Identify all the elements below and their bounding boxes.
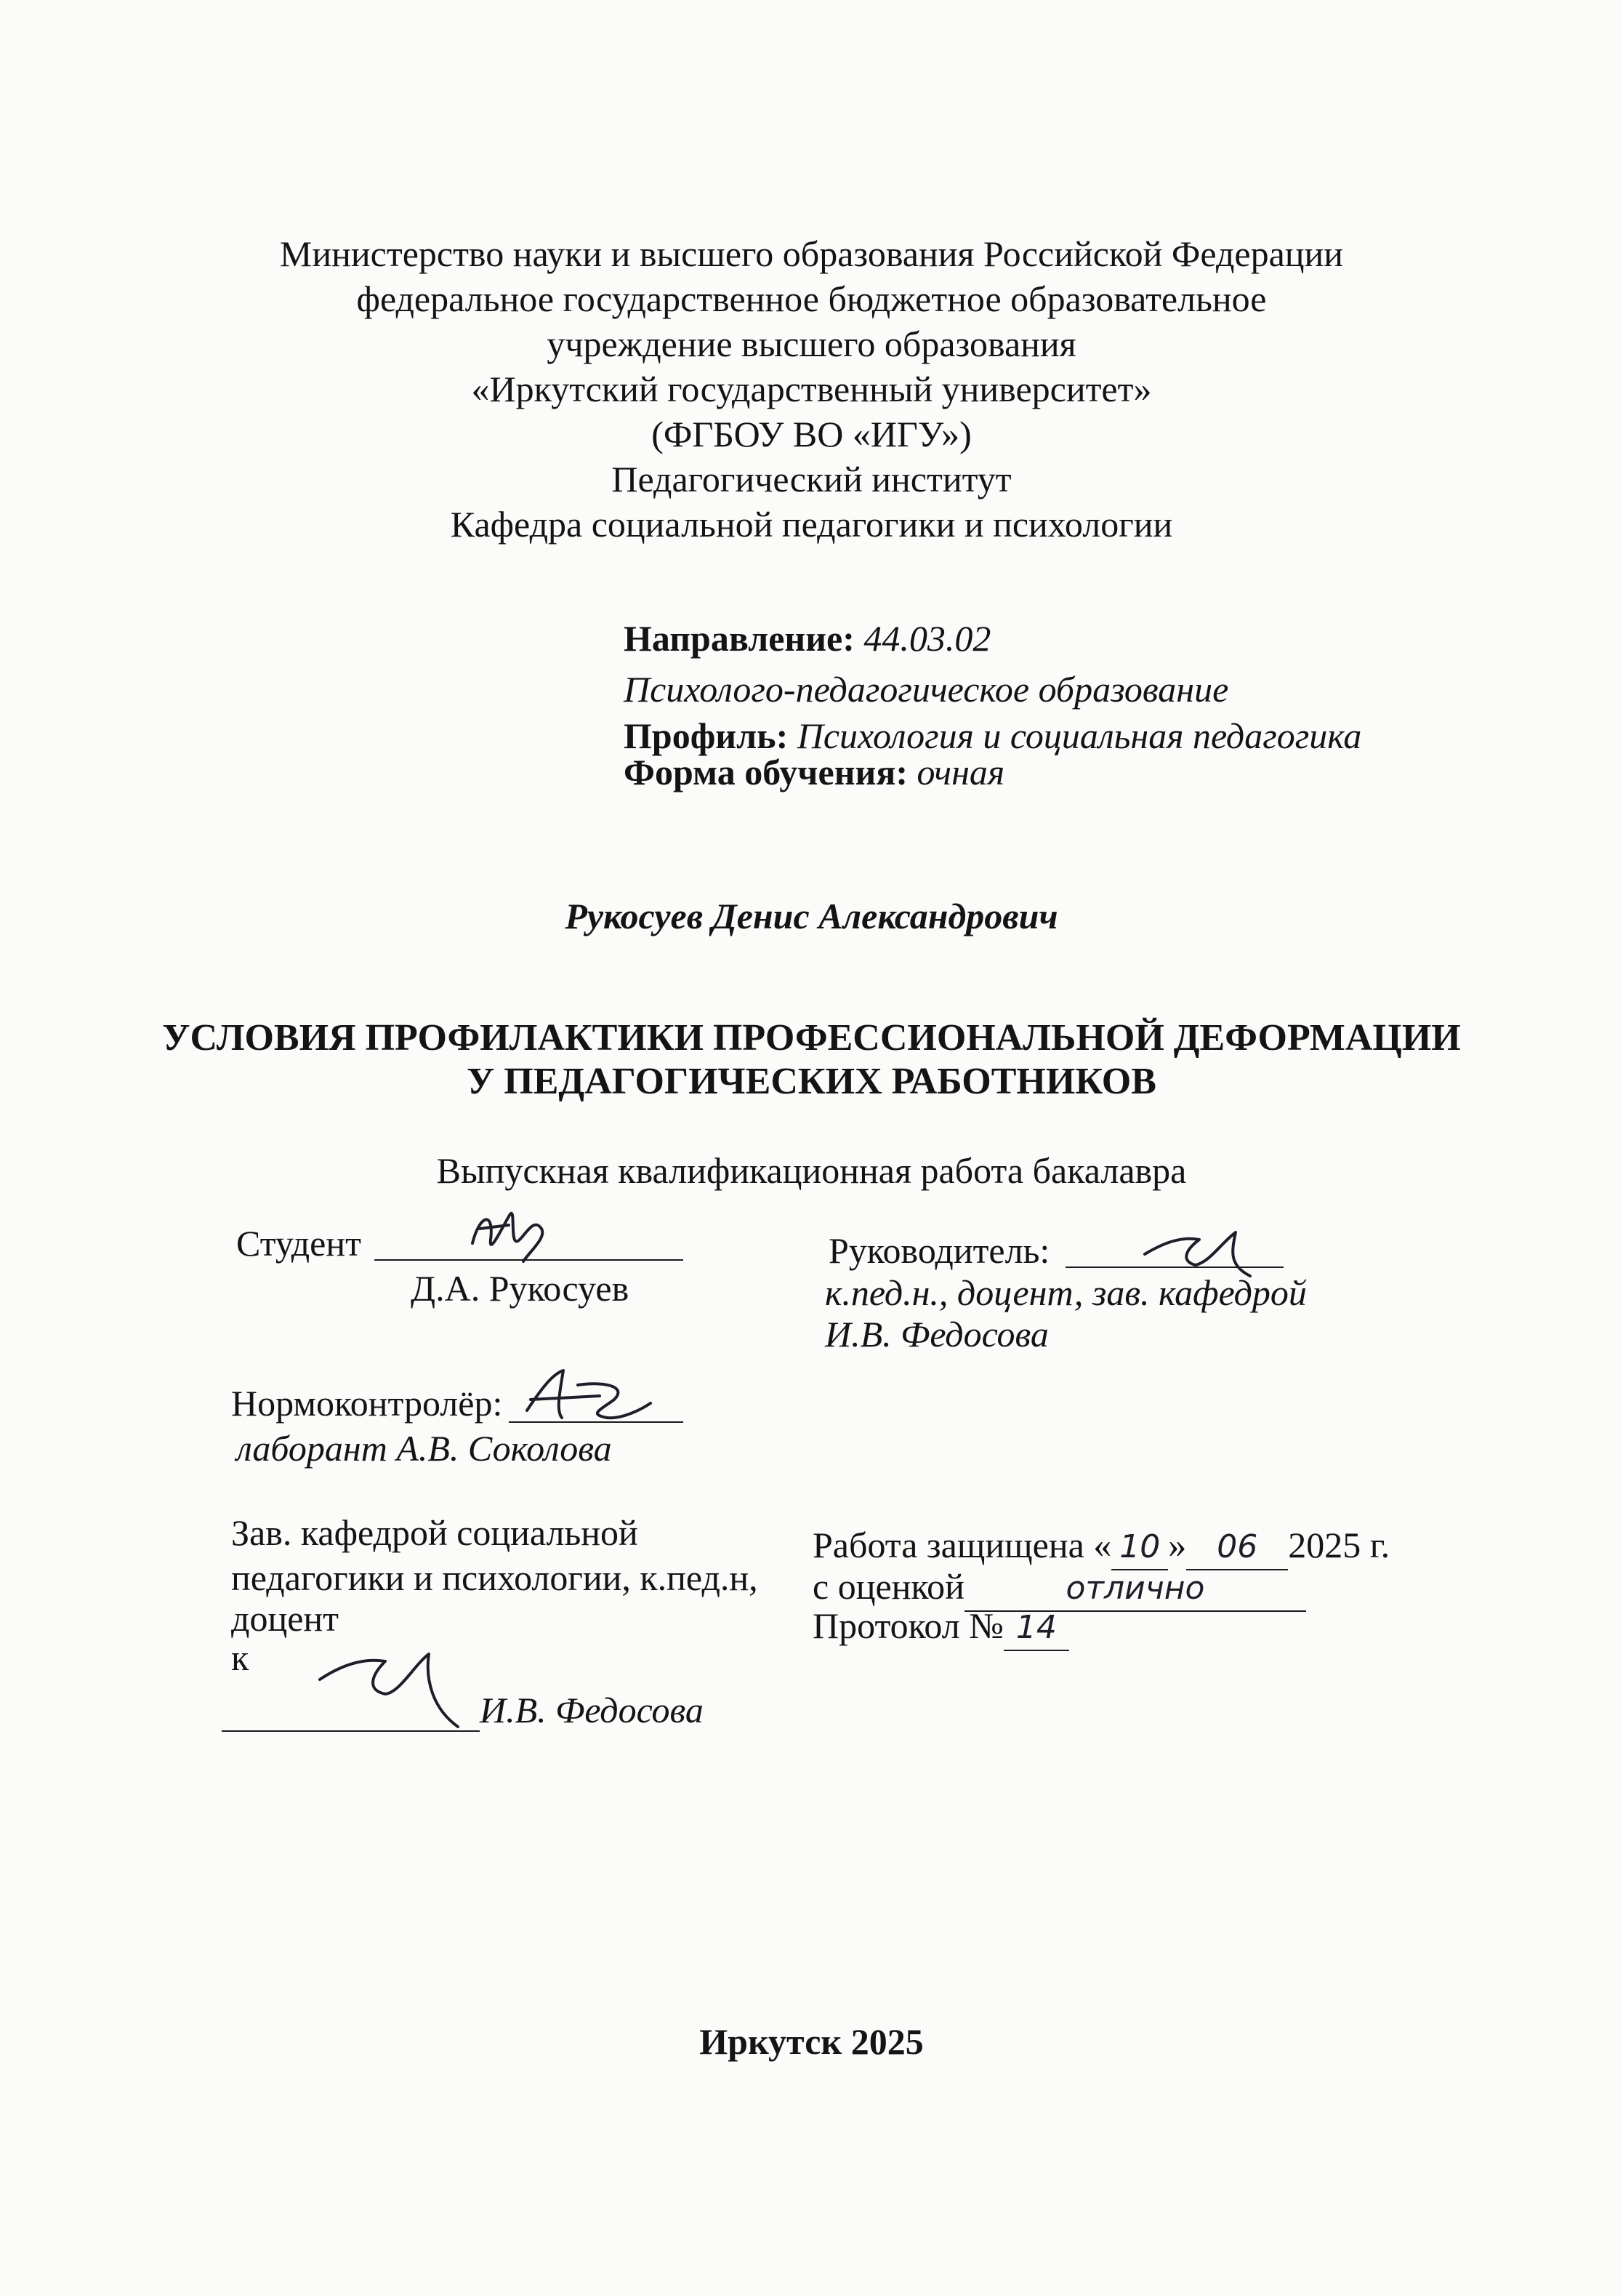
head-line-3: доцент [231, 1598, 339, 1639]
head-name: И.В. Федосова [480, 1690, 704, 1730]
norm-controller-signature [520, 1360, 665, 1432]
study-form-value: очная [917, 752, 1005, 792]
defense-day: 10 [1119, 1528, 1161, 1565]
profile-label: Профиль: [624, 715, 789, 756]
university-abbr: (ФГБОУ ВО «ИГУ») [651, 414, 972, 454]
defense-year: 2025 г. [1288, 1525, 1390, 1565]
direction-label: Направление: [624, 618, 855, 659]
defense-separator: » [1168, 1525, 1187, 1565]
work-type: Выпускная квалификационная работа бакалавра [436, 1150, 1187, 1191]
student-name: Д.А. Рукосуев [411, 1268, 629, 1309]
direction-code: 44.03.02 [863, 618, 991, 659]
head-line-1: Зав. кафедрой социальной [231, 1512, 638, 1553]
protocol-label: Протокол № [813, 1605, 1004, 1646]
direction-name: Психолого-педагогическое образование [624, 669, 1229, 710]
student-label: Студент [236, 1223, 361, 1264]
university-type-line-2: учреждение высшего образования [547, 324, 1076, 364]
supervisor-name: И.В. Федосова [825, 1314, 1049, 1354]
defense-row [813, 1523, 1390, 1570]
supervisor-label: Руководитель: [829, 1230, 1050, 1271]
thesis-title-line-1: УСЛОВИЯ ПРОФИЛАКТИКИ ПРОФЕССИОНАЛЬНОЙ ДЕФОРМАЦИИ [162, 1017, 1461, 1059]
direction-row [624, 617, 991, 660]
institute-name: Педагогический институт [611, 459, 1012, 499]
thesis-title-line-2: У ПЕДАГОГИЧЕСКИХ РАБОТНИКОВ [467, 1061, 1156, 1102]
author-name: Рукосуев Денис Александрович [565, 896, 1058, 936]
grade-value: отлично [1066, 1570, 1205, 1607]
head-line-2: педагогики и психологии, к.пед.н, [231, 1557, 758, 1598]
student-signature [465, 1200, 552, 1272]
protocol-row [813, 1604, 1069, 1651]
norm-controller-name: лаборант А.В. Соколова [236, 1428, 612, 1469]
protocol-field [1004, 1604, 1069, 1651]
ministry-line: Министерство науки и высшего образования Российской Федерации [279, 233, 1344, 274]
institution-header [0, 231, 1623, 547]
study-form-label: Форма обучения: [624, 752, 909, 792]
study-form-row [624, 750, 1004, 794]
university-type-line: федеральное государственное бюджетное образовательное [356, 278, 1267, 319]
defense-month: 06 [1217, 1528, 1258, 1565]
supervisor-position: к.пед.н., доцент, зав. кафедрой [825, 1272, 1307, 1313]
thesis-title [0, 1016, 1623, 1104]
city-year: Иркутск 2025 [699, 2021, 924, 2062]
defense-day-field [1111, 1523, 1168, 1570]
grade-label: с оценкой [813, 1566, 964, 1607]
defense-month-field [1186, 1523, 1288, 1570]
profile-value: Психология и социальная педагогика [797, 715, 1362, 756]
head-line-4: к [231, 1637, 249, 1678]
defense-label: Работа защищена « [813, 1525, 1112, 1565]
department-name: Кафедра социальной педагогики и психологии [450, 504, 1173, 545]
head-signature [313, 1636, 480, 1745]
protocol-number: 14 [1015, 1609, 1057, 1646]
university-name: «Иркутский государственный университет» [471, 369, 1152, 409]
norm-controller-label: Нормоконтролёр: [231, 1383, 503, 1424]
